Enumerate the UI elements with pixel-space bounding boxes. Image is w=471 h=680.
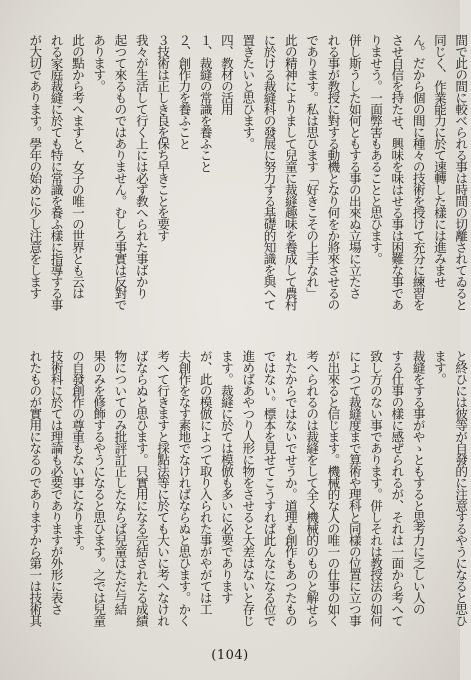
text-column: 置きたいと思ひます。 <box>240 34 256 149</box>
text-column: ではない。標本を見せてこうすれば此んなになる位で <box>261 350 277 626</box>
text-column: によつて裁縫度まで算術や理科と同樣の位置に立つ事 <box>346 350 362 626</box>
text-column: れる事が教授に對する動機となり何をか將來させるの <box>325 34 341 310</box>
text-column: が、此の模倣によつて取り入られた事がやがては工 <box>197 350 213 615</box>
text-column: が出來ると信じます。機械的な人の唯一の仕事の如く <box>325 350 341 626</box>
section-heading: 四、教材の活用 <box>218 34 234 115</box>
text-column: 物についてのみ批評訂正したならば兒童はただ与結 <box>112 350 128 615</box>
text-column: 間で此の間に較べられる事は時間の切離されてゐると <box>453 34 469 310</box>
list-item: １、裁縫の常識を養ふこと <box>197 34 213 172</box>
text-column: 考へられるのは裁縫をして全く機械的のものと解せら <box>304 350 320 626</box>
text-column: 夫創作をなす素地でなければならぬと思ひます。かく <box>176 350 192 626</box>
page-number: (104) <box>211 648 249 663</box>
text-column: れたものが實用になるのでありますから第一は技術其 <box>27 350 43 626</box>
upper-text-block <box>24 34 471 334</box>
text-column: れる家庭裁縫に於ても特に常識を養ふ樣に指導する事 <box>48 34 64 310</box>
list-item: ２、創作力を養ふこと <box>176 34 192 149</box>
text-column: ばならぬと思ひます。只實用になる完結されたる成績 <box>133 350 149 626</box>
text-column: に於ける裁縫科の發展に努力する基礎的知識を與へて <box>261 34 277 310</box>
text-column: と終ひには彼等が自發的に注意するやうになると思ひ <box>453 350 469 626</box>
text-column: であります。私は思ひます「好きこその上手なれ」 <box>304 34 320 299</box>
text-column: 果のみを修飾するやうになると思ひます。之では兒童 <box>91 350 107 626</box>
text-column: 併し斯うした如何ともする事の出來ぬ立場に立たさ <box>346 34 362 299</box>
text-column: 裁縫をする事がやゝともすると思考力に乏しい人の <box>410 350 426 615</box>
text-column: 致し方のない事であります。併しそれは教授法の如何 <box>368 350 384 626</box>
text-column: ん。だから個の間に種々の技術を授けて充分に練習を <box>410 34 426 310</box>
text-column: 同じく、作業能力に於て速轉した樣には進みませ <box>431 34 447 287</box>
text-column: 我々が生活して行く上には必ず教へられた事ばかり <box>133 34 149 299</box>
text-column: ます。 <box>431 350 447 385</box>
text-column: あります。 <box>91 34 107 92</box>
text-column: 此の點から考へますと、女子の唯一の世界とも云は <box>69 34 85 299</box>
text-column: 技術科に於ては理論も必要でありますが外形に表さ <box>48 350 64 615</box>
text-column: が大切であります。學年の始めに少し注意をします <box>27 34 43 299</box>
text-column: ます。裁縫に於ては模倣も多いに必要であります <box>218 350 234 603</box>
text-column: 考へて行きますと採點法等に於ても大いに考へなけれ <box>155 350 171 626</box>
lower-text-block <box>24 350 471 642</box>
text-column: する仕事の樣に感ぜられるが、それは一面から考へて <box>389 350 405 626</box>
list-item: ３技術は正しき良を保ち早きことを要す <box>155 34 171 241</box>
text-column: 起つて來るものではありません。むしろ事實は反對で <box>112 34 128 310</box>
text-column: れたからではないでせうか。道理も創作もあつたもの <box>282 350 298 626</box>
text-column: の自發創作の尊重もない事になります。 <box>69 350 85 557</box>
text-column: りませう。一面弊害もあることと思ひます。 <box>368 34 384 264</box>
text-column: 進めばあやつり人形に物をさせると大差はないと存じ <box>240 350 256 626</box>
text-column: 此の精神によりまして兒童に裁縫趣味を養成して農村 <box>282 34 298 310</box>
text-column: させ自信を持たせ、興味を味はせる事は困難な事であ <box>389 34 405 310</box>
